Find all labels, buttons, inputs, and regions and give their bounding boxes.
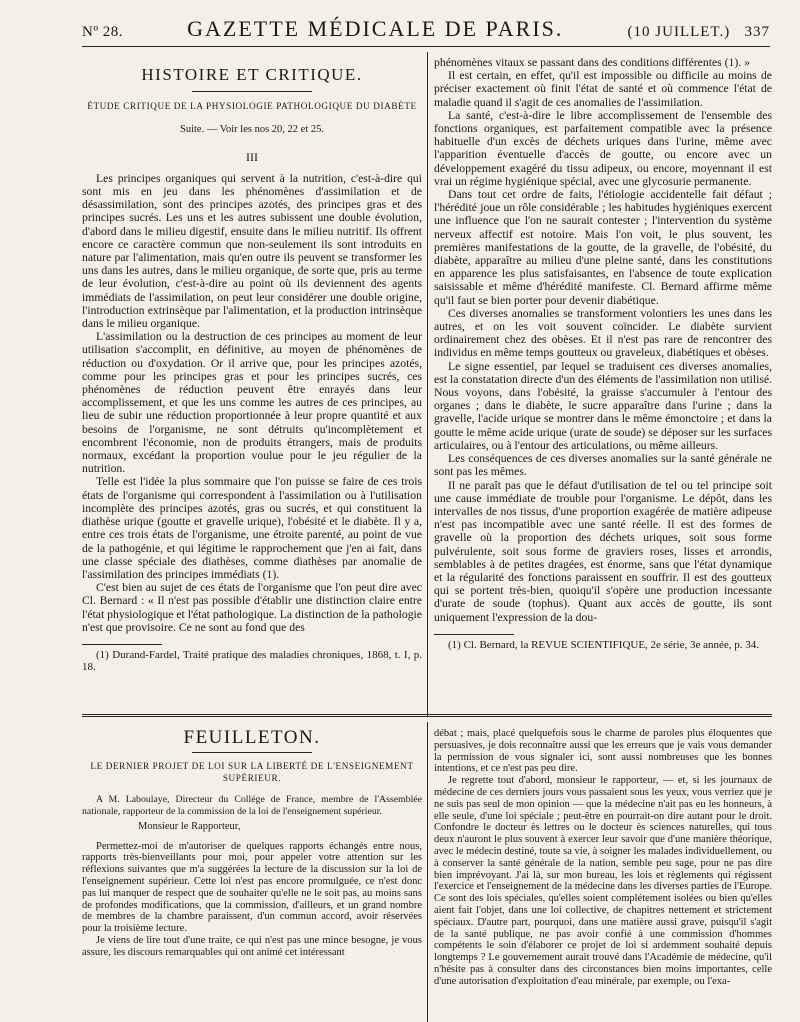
footnote-rule (434, 634, 514, 635)
paragraph: Les conséquences de ces diverses anomalies sur la santé générale ne sont pas les mêmes. (434, 452, 772, 479)
continuation-note: Suite. — Voir les nos 20, 22 et 25. (180, 124, 324, 136)
column-divider-top (427, 52, 428, 716)
paragraph: Il ne paraît pas que le défaut d'utilisation de tel ou tel principe soit une cause immédiate de trouble pour l'organisme. Le dépôt, dans les intervalles de nos tissus, d'une proportion exagérée de matière adipeuse n'est pas incompatible avec une santé réelle. Il est des formes de gravelle où la proportion des déchets uriques, soit sous forme pulvérulente, soit sous forme de graviers roses, lisses et arrondis, semblables à de petites dragées, est énorme, sans que l'état dynamique et la régularité des fonctions paraissent en souffrir. Il est des goutteux qui se portent très-bien, quoiqu'il s'opère une production incessante d'urate de soude (tophus). Quant aux accès de goutte, ils sont uniquement l'expression de la dou- (434, 478, 772, 624)
addressee: A M. Laboulaye, Directeur du Collége de France, membre de l'Assemblée nationale, rapporteur de la commission de la loi de l'enseignement supérieur. (82, 794, 422, 817)
paragraph: Je regrette tout d'abord, monsieur le rapporteur, — et, si les journaux de médecine de ces derniers jours vous passaient sous les yeux, vous verriez que je ne suis pas seul de mon opinion — que la médecine n'ait pas eu les honneurs, à elle seule, d'une loi spéciale ; peut-être en pourrait-on dire autant pour le droit. Confondre le docteur ès lettres ou le docteur ès sciences naturelles, qui tous deux n'auront le plus souvent à exercer leur savoir que d'une manière théorique, avec le médecin destiné, toute sa vie, à soigner les malades individuellement, ou à conserver la santé générale de la nation, semble peu sage, pour ne pas dire bien imprévoyant. J'ai là, sur mon bureau, les lois et règlements qui régissent l'exercice et l'enseignement de la médecine dans les diverses parties de l'Europe. Ce sont des lois spéciales, qu'elles soient complétement isolées ou bien qu'elles aient fait l'objet, dans une loi collective, de chapitres nettement et strictement spéciaux. D'autre part, pourquoi, dans une matière aussi grave, puisqu'il s'agit de la santé publique, ne pas avoir confié à une commission d'hommes compétents le soin d'élaborer ce projet de loi si ardemment souhaité depuis longtemps ? Le gouvernement aurait trouvé dans l'Académie de médecine, qu'il n'hésite pas à consulter dans des circonstances bien moins importantes, celle d'une autorisation d'exploitation d'eau minérale, par exemple, ou l'exa- (434, 775, 772, 987)
issue-date (628, 24, 770, 41)
feuilleton-left-column (82, 728, 422, 1022)
article-left-column (82, 56, 422, 674)
article-subtitle: ÉTUDE CRITIQUE DE LA PHYSIOLOGIE PATHOLOGIQUE DU DIABÈTE (87, 101, 417, 112)
feuilleton-right-column (434, 728, 772, 1022)
paragraph: Il est certain, en effet, qu'il est impossible ou difficile au moins de préciser exactement où finit l'état de santé et où commence l'état de maladie quand il s'agit de ces anomalies de l'assimilation. (434, 69, 772, 109)
feuilleton-title: FEUILLETON. (183, 727, 321, 748)
paragraph: Dans tout cet ordre de faits, l'étiologie accidentelle fait défaut ; l'hérédité joue un rôle considérable ; les habitudes hygiéniques exercent une influence que l'on ne saurait contester ; l'intervention du système nerveux affectif est notoire. Mais l'on voit, le plus souvent, les premières manifestations de la goutte, de la gravelle, de l'obésité, du diabète, apparaître au milieu d'une pleine santé, dans les constitutions en apparence les plus satisfaisantes, en l'absence de toute explication saisissable et même d'hérédité manifeste. Cl. Bernard affirme même qu'il faut se bien porter pour devenir diabétique. (434, 188, 772, 307)
section-title: HISTOIRE ET CRITIQUE. (141, 65, 363, 84)
paragraph: phénomènes vitaux se passant dans des conditions différentes (1). » (434, 56, 750, 69)
footnote: (1) Durand-Fardel, Traité pratique des maladies chroniques, 1868, t. I, p. 18. (82, 648, 422, 674)
paragraph: Permettez-moi de m'autoriser de quelques rapports échangés entre nous, rapports très-bienveillants pour moi, pour appeler votre attention sur les réflexions suivantes que m'a suggérées la lecture de la discussion sur la loi de l'enseignement supérieur. Cette loi n'est pas encore promulguée, ce n'est donc pas lui manquer de respect que de souhaiter qu'elle ne le soit pas, au moins sans de profondes modifications, que la commission, d'ailleurs, et un grand nombre de membres de la chambre paraissent, d'un commun accord, avoir réservées pour la troisième lecture. (82, 840, 422, 935)
title-rule (192, 91, 312, 92)
paragraph: C'est bien au sujet de ces états de l'organisme que l'on peut dire avec Cl. Bernard : « Il n'est pas possible d'établir une distinction claire entre l'état physiologique et l'état pathologique. La distinction de la pathologie n'est que provisoire. Ce ne sont au fond que des (82, 581, 422, 634)
chapter-number: III (246, 149, 258, 164)
footnote: (1) Cl. Bernard, la REVUE SCIENTIFIQUE, 2e série, 3e année, p. 34. (448, 638, 759, 651)
issue-number: Nº 28. (82, 24, 123, 40)
paragraph: débat ; mais, placé quelquefois sous le charme de paroles plus éloquentes que persuasives, je dois reconnaître aussi que les erreurs que je vais vous demander la permission de vous signaler ici, sont aussi nombreuses que les bonnes intentions, et ce n'est pas peu dire. (434, 728, 772, 775)
page-number: 337 (744, 24, 770, 40)
paragraph: Ces diverses anomalies se transforment volontiers les unes dans les autres, et on les voit souvent coïncider. Le diabète survient ordinairement chez des obèses. Et il n'est pas rare de rencontrer des individus en même temps goutteux ou graveleux, diabétiques et obèses. (434, 306, 772, 360)
salutation: Monsieur le Rapporteur, (138, 820, 241, 832)
paragraph: Telle est l'idée la plus sommaire que l'on puisse se faire de ces trois états de l'organisme qui correspondent à l'assimilation ou à l'utilisation incomplète des principes azotés, gras ou sucrés, et qui constituent la diathèse urique (goutte et gravelle urique), l'obésité et le diabète. Il y a, entre ces trois états de l'organisme, une étroite parenté, au point de vue de la pathogénie, et qui légitime le rapprochement que j'en ai fait, dans une classe spéciale des diathèses, comme diathèses par anomalie de l'assimilation des principes immédiats (1). (82, 475, 422, 581)
footnote-rule (82, 644, 162, 645)
title-rule (192, 752, 312, 753)
paragraph: Les principes organiques qui servent à la nutrition, c'est-à-dire qui sont mis en jeu dans les phénomènes d'assimilation et de désassimilation, sont des principes azotés, des principes gras et des principes sucrés. Les uns et les autres subissent une double évolution, d'abord dans le milieu digestif, ensuite dans le milieu nutritif. Ils offrent encore ce caractère commun que non-seulement ils sont introduits en nature par l'alimentation, mais qu'en outre ils peuvent se transformer les uns dans les autres, dans le milieu organique, de sorte que, pris au terme de leur évolution, c'est-à-dire au point où ils deviennent des agents immédiats de l'assimilation, on peut leur considérer une double origine, l'introduction extrinsèque par l'alimentation, et la production intrinsèque dans le milieu organique. (82, 171, 422, 331)
masthead (82, 16, 770, 47)
paragraph: L'assimilation ou la destruction de ces principes au moment de leur utilisation s'accomplit, en définitive, au moyen de phénomènes de réduction ou d'oxydation. Or il arrive que, pour les principes azotés, comme pour les principes gras et pour les principes sucrés, ces phénomènes de réduction peuvent être enrayés dans leur accomplissement, et que les uns comme les autres de ces principes, au lieu de subir une réduction proportionnée à leur propre quantité et aux besoins de l'organisme, ne sont détruits qu'incomplètement et encombrent l'économie, non de produits étrangers, mais de produits normaux, excédant la proportion voulue pour le jeu régulier de la nutrition. (82, 330, 422, 476)
newspaper-title: GAZETTE MÉDICALE DE PARIS. (187, 16, 564, 41)
feuilleton-subtitle: LE DERNIER PROJET DE LOI SUR LA LIBERTÉ DE L'ENSEIGNEMENT SUPÉRIEUR. (90, 760, 414, 783)
column-divider-bottom (427, 722, 428, 1022)
issue-date-text: (10 JUILLET.) (627, 24, 731, 40)
paragraph: La santé, c'est-à-dire le libre accomplissement de l'ensemble des fonctions organiques, est parfaitement compatible avec la présence habituelle d'un excès de déchets uriques dans l'urine, même avec l'apparition éventuelle d'accès de goutte, ou encore avec un développement exagéré du tissu adipeux, ou encore, moyennant il est vrai un régime hygiénique spécial, avec une glycosurie permanente. (434, 108, 772, 188)
paragraph: Je viens de lire tout d'une traite, ce qui n'est pas une mince besogne, je vous assure, les discours remarquables qui ont animé cet intéressant (82, 934, 422, 958)
article-right-column (434, 56, 772, 672)
paragraph: Le signe essentiel, par lequel se traduisent ces diverses anomalies, est la constatation directe d'un des éléments de l'assimilation non utilisé. Nous voyons, dans l'obésité, la graisse s'accumuler à l'entour des organes ; dans le diabète, le sucre apparaître dans l'urine ; dans la gravelle, l'acide urique se montrer dans le même émonctoire ; et dans la goutte le même acide urique (urate de soude) se déposer sur les surfaces articulaires, ou à l'entour des articulations, ou même ailleurs. (434, 359, 772, 452)
feuilleton-separator (82, 714, 772, 720)
